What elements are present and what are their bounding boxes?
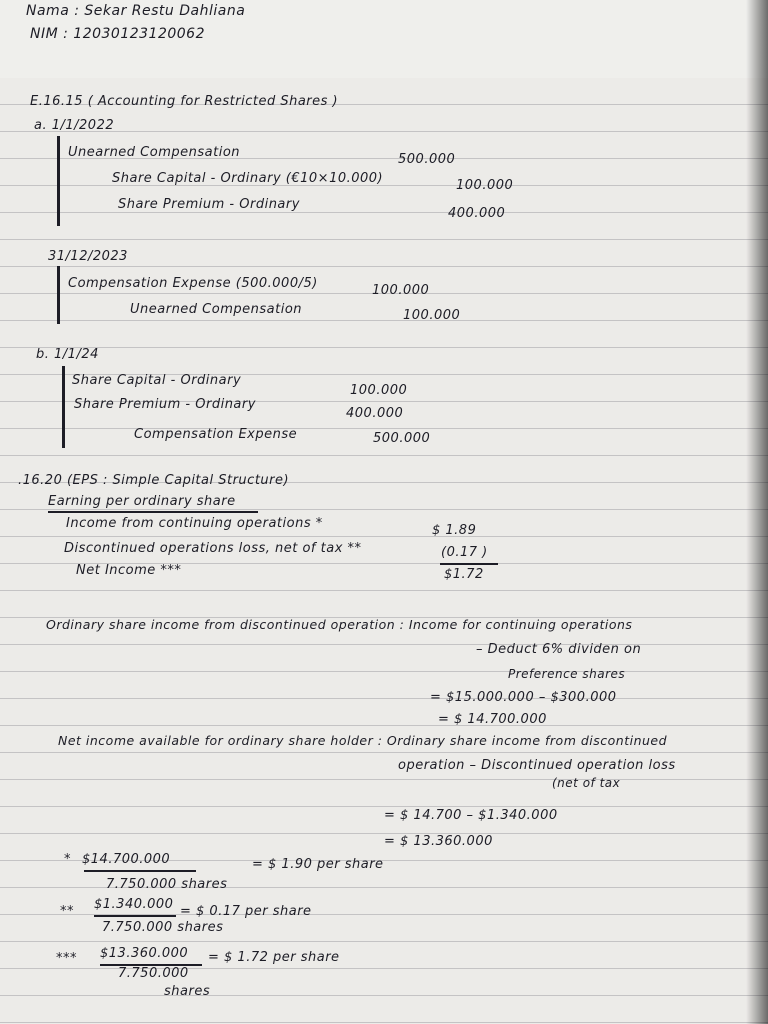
- date-31-12-2023: 31/12/2023: [48, 249, 128, 264]
- calc1-line1: Ordinary share income from discontinued operation : Income for continuing operations: [46, 617, 633, 632]
- entry-a1-debit: 500.000: [398, 152, 456, 167]
- eps-row-net-value: $1.72: [444, 567, 484, 582]
- calc1-line4: = $15.000.000 – $300.000: [430, 690, 617, 705]
- entry-b2-account: Share Premium - Ordinary: [74, 397, 256, 412]
- footnote2-result: = $ 0.17 per share: [180, 904, 312, 919]
- student-nim: NIM : 12030123120062: [30, 26, 205, 42]
- journal-bracket-a2: [57, 266, 60, 324]
- entry-a4-account: Compensation Expense (500.000/5): [68, 276, 318, 291]
- eps-subtitle-underline: [48, 511, 258, 513]
- journal-bracket-b: [62, 366, 65, 448]
- eps-row-discontinued-value: (0.17 ): [441, 545, 488, 560]
- footnote1-fraction-bar: [84, 870, 196, 872]
- calc2-line4: = $ 14.700 – $1.340.000: [384, 808, 558, 823]
- calc1-line5: = $ 14.700.000: [438, 712, 547, 727]
- entry-b2-debit: 400.000: [346, 406, 404, 421]
- calc2-line3: (net of tax: [552, 776, 621, 790]
- footnote1-numerator: $14.700.000: [82, 852, 171, 867]
- part-a-label: a. 1/1/2022: [34, 118, 115, 133]
- footnote1-mark: *: [64, 852, 71, 867]
- entry-b3-account: Compensation Expense: [134, 427, 298, 442]
- calc2-line2: operation – Discontinued operation loss: [398, 758, 676, 773]
- entry-b3-credit: 500.000: [373, 431, 431, 446]
- entry-a4-debit: 100.000: [372, 283, 430, 298]
- entry-a1-account: Unearned Compensation: [68, 145, 241, 160]
- footnote3-denominator-unit: shares: [164, 984, 211, 999]
- page-edge-shadow: [746, 0, 768, 1024]
- journal-bracket-a: [57, 136, 60, 226]
- footnote2-numerator: $1.340.000: [94, 897, 174, 912]
- footnote3-numerator: $13.360.000: [100, 946, 189, 961]
- entry-a5-account: Unearned Compensation: [130, 302, 303, 317]
- exercise-title-e1620: .16.20 (EPS : Simple Capital Structure): [18, 473, 290, 488]
- eps-subtitle: Earning per ordinary share: [48, 494, 236, 509]
- footnote2-mark: **: [60, 904, 74, 919]
- entry-a2-credit: 100.000: [456, 178, 514, 193]
- entry-a3-credit: 400.000: [448, 206, 506, 221]
- entry-b1-account: Share Capital - Ordinary: [72, 373, 242, 388]
- eps-row-continuing-value: $ 1.89: [432, 523, 477, 538]
- eps-row-continuing-label: Income from continuing operations *: [66, 516, 323, 531]
- footnote3-mark: ***: [56, 951, 77, 966]
- entry-a5-credit: 100.000: [403, 308, 461, 323]
- part-b-label: b. 1/1/24: [36, 347, 99, 362]
- calc1-line2: – Deduct 6% dividen on: [476, 642, 642, 657]
- exercise-title-e1615: E.16.15 ( Accounting for Restricted Shares ): [30, 94, 339, 109]
- eps-row-net-label: Net Income ***: [76, 563, 182, 578]
- footnote3-result: = $ 1.72 per share: [208, 950, 340, 965]
- footnote1-denominator: 7.750.000 shares: [106, 877, 228, 892]
- entry-b1-debit: 100.000: [350, 383, 408, 398]
- footnote2-fraction-bar: [94, 915, 176, 917]
- eps-row-discontinued-label: Discontinued operations loss, net of tax **: [64, 541, 362, 556]
- student-name: Nama : Sekar Restu Dahliana: [26, 3, 246, 19]
- calc1-line3: Preference shares: [508, 667, 626, 681]
- footnote3-denominator: 7.750.000: [118, 966, 189, 981]
- entry-a2-account: Share Capital - Ordinary (€10×10.000): [112, 171, 384, 186]
- eps-sum-line: [440, 563, 498, 565]
- footnote2-denominator: 7.750.000 shares: [102, 920, 224, 935]
- footnote1-result: = $ 1.90 per share: [252, 857, 384, 872]
- calc2-line1: Net income available for ordinary share holder : Ordinary share income from discontinued: [58, 733, 668, 748]
- entry-a3-account: Share Premium - Ordinary: [118, 197, 300, 212]
- calc2-line5: = $ 13.360.000: [384, 834, 493, 849]
